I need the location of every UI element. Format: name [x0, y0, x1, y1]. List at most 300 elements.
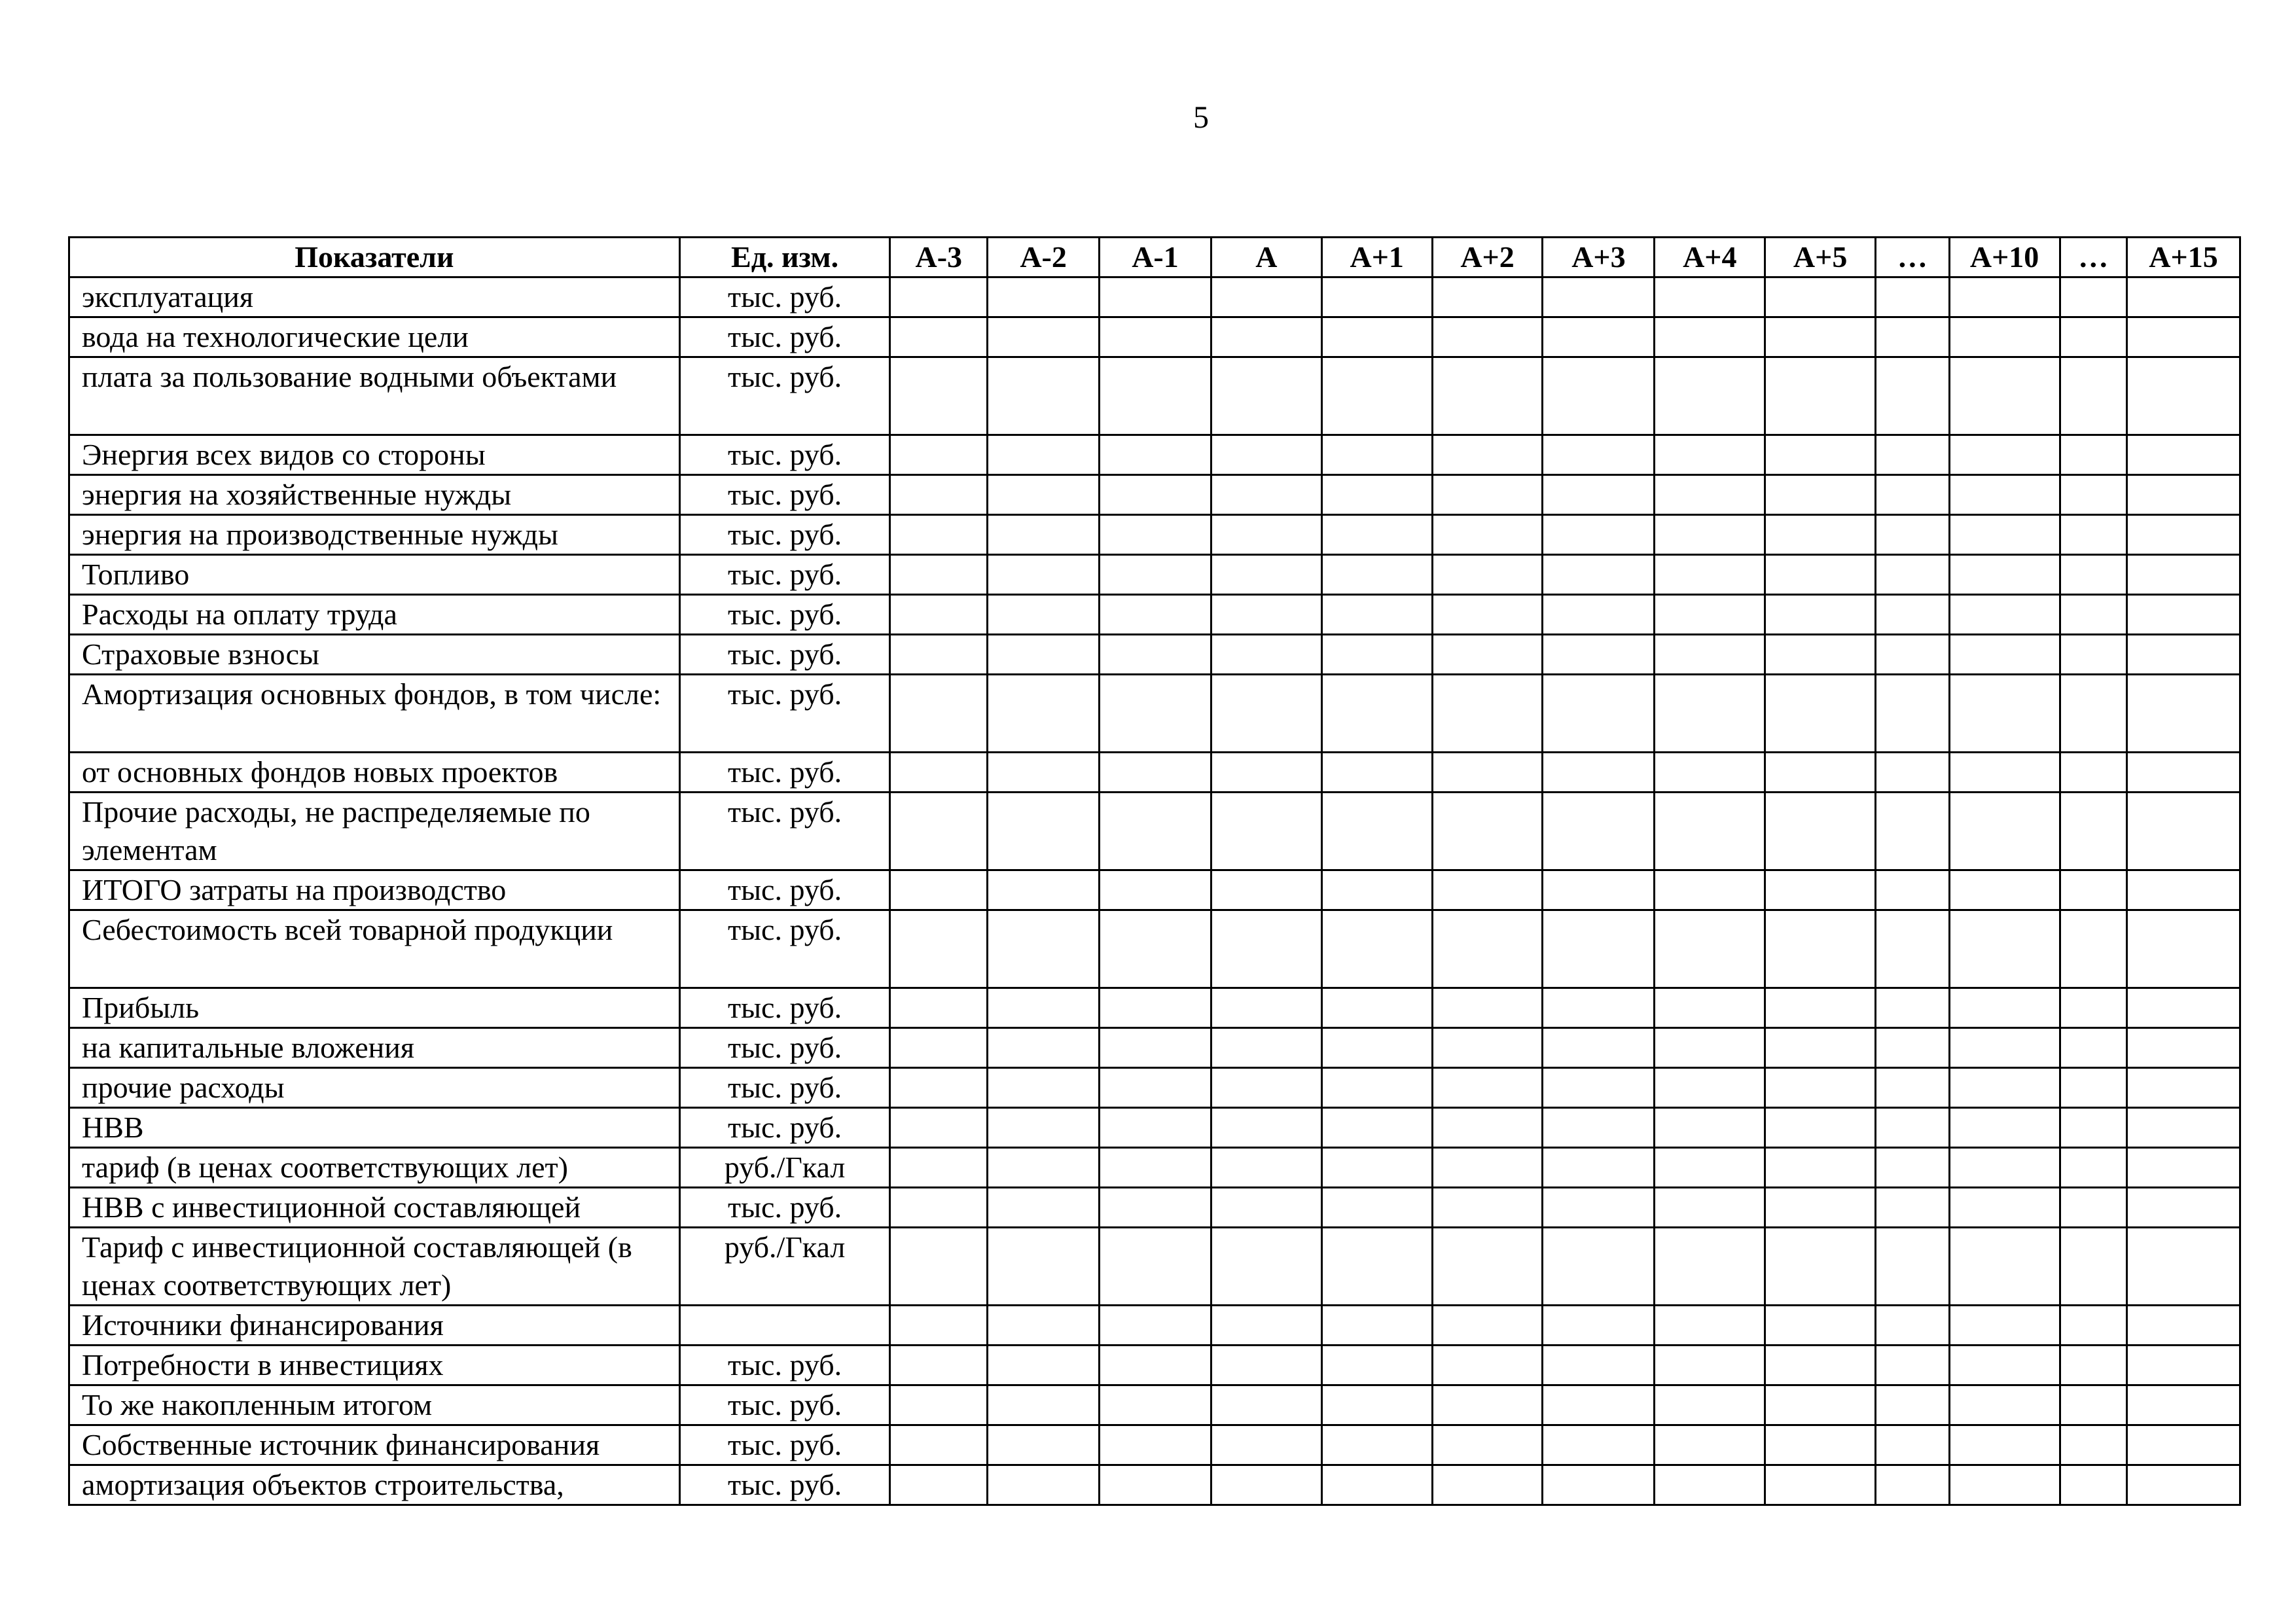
value-cell — [890, 435, 988, 475]
value-cell — [1321, 753, 1432, 793]
value-cell — [1432, 1385, 1543, 1425]
value-cell — [1876, 435, 1950, 475]
value-cell — [988, 793, 1100, 870]
value-cell — [1949, 1306, 2060, 1346]
table-row — [69, 1148, 2240, 1188]
indicator-cell: Источники финансирования — [69, 1306, 680, 1346]
indicator-cell: Амортизация основных фондов, в том числе: — [69, 675, 680, 753]
value-cell — [988, 357, 1100, 435]
value-cell — [1321, 988, 1432, 1028]
value-cell — [890, 1108, 988, 1148]
table-row — [69, 1425, 2240, 1465]
value-cell — [1432, 1346, 1543, 1385]
indicators-table — [68, 236, 2241, 1506]
value-cell — [1321, 1188, 1432, 1228]
value-cell — [1100, 1228, 1211, 1306]
value-cell — [1543, 1028, 1655, 1068]
value-cell — [2060, 277, 2127, 317]
value-cell — [1211, 1306, 1321, 1346]
value-cell — [890, 675, 988, 753]
value-cell — [1543, 317, 1655, 357]
table-row — [69, 1306, 2240, 1346]
value-cell — [1432, 1188, 1543, 1228]
value-cell — [1543, 1425, 1655, 1465]
value-cell — [1211, 793, 1321, 870]
value-cell — [1543, 1228, 1655, 1306]
value-cell — [1765, 475, 1876, 515]
value-cell — [1432, 317, 1543, 357]
value-cell — [1949, 870, 2060, 910]
value-cell — [890, 793, 988, 870]
value-cell — [2060, 1148, 2127, 1188]
value-cell — [1321, 793, 1432, 870]
value-cell — [1543, 1385, 1655, 1425]
value-cell — [1655, 1228, 1765, 1306]
table-row — [69, 515, 2240, 555]
value-cell — [2060, 1188, 2127, 1228]
value-cell — [1949, 595, 2060, 635]
value-cell — [2127, 988, 2240, 1028]
value-cell — [1765, 675, 1876, 753]
value-cell — [2060, 515, 2127, 555]
unit-cell: тыс. руб. — [679, 1465, 890, 1505]
value-cell — [2060, 1108, 2127, 1148]
value-cell — [2060, 1306, 2127, 1346]
value-cell — [1100, 910, 1211, 988]
value-cell — [1543, 793, 1655, 870]
value-cell — [1543, 515, 1655, 555]
table-row — [69, 1108, 2240, 1148]
table-row — [69, 475, 2240, 515]
value-cell — [1765, 988, 1876, 1028]
indicator-cell: на капитальные вложения — [69, 1028, 680, 1068]
value-cell — [890, 1306, 988, 1346]
value-cell — [2127, 910, 2240, 988]
value-cell — [1100, 317, 1211, 357]
value-cell — [1543, 1148, 1655, 1188]
unit-cell: тыс. руб. — [679, 595, 890, 635]
value-cell — [2127, 1148, 2240, 1188]
indicator-cell: Топливо — [69, 555, 680, 595]
value-cell — [1949, 317, 2060, 357]
value-cell — [1321, 475, 1432, 515]
value-cell — [1321, 1028, 1432, 1068]
value-cell — [2060, 635, 2127, 675]
value-cell — [988, 1306, 1100, 1346]
value-cell — [2060, 988, 2127, 1028]
value-cell — [1211, 595, 1321, 635]
value-cell — [1211, 988, 1321, 1028]
table-row — [69, 870, 2240, 910]
value-cell — [1543, 435, 1655, 475]
value-cell — [1321, 1148, 1432, 1188]
value-cell — [1432, 515, 1543, 555]
value-cell — [1876, 357, 1950, 435]
unit-cell: тыс. руб. — [679, 1028, 890, 1068]
value-cell — [2060, 870, 2127, 910]
value-cell — [988, 515, 1100, 555]
value-cell — [1949, 1188, 2060, 1228]
value-cell — [1876, 675, 1950, 753]
table-body — [69, 277, 2240, 1505]
unit-cell: тыс. руб. — [679, 988, 890, 1028]
value-cell — [2127, 1108, 2240, 1148]
value-cell — [1655, 1068, 1765, 1108]
value-cell — [1100, 753, 1211, 793]
value-cell — [1949, 555, 2060, 595]
value-cell — [1211, 357, 1321, 435]
value-cell — [1765, 435, 1876, 475]
value-cell — [988, 635, 1100, 675]
unit-cell: тыс. руб. — [679, 1108, 890, 1148]
unit-cell: тыс. руб. — [679, 555, 890, 595]
indicator-cell: То же накопленным итогом — [69, 1385, 680, 1425]
value-cell — [1321, 435, 1432, 475]
value-cell — [1655, 515, 1765, 555]
value-cell — [1949, 1068, 2060, 1108]
unit-cell: руб./Гкал — [679, 1228, 890, 1306]
value-cell — [1765, 1188, 1876, 1228]
value-cell — [1876, 1068, 1950, 1108]
value-cell — [2127, 435, 2240, 475]
value-cell — [1543, 1306, 1655, 1346]
value-cell — [890, 988, 988, 1028]
value-cell — [1765, 910, 1876, 988]
header-period: … — [1876, 238, 1950, 277]
indicator-cell: Потребности в инвестициях — [69, 1346, 680, 1385]
unit-cell: тыс. руб. — [679, 1188, 890, 1228]
value-cell — [1949, 357, 2060, 435]
table-row — [69, 1228, 2240, 1306]
value-cell — [2127, 1068, 2240, 1108]
value-cell — [1876, 515, 1950, 555]
value-cell — [1211, 1148, 1321, 1188]
value-cell — [1432, 475, 1543, 515]
value-cell — [2127, 635, 2240, 675]
value-cell — [1655, 435, 1765, 475]
indicator-cell: Себестоимость всей товарной продукции — [69, 910, 680, 988]
value-cell — [1655, 1346, 1765, 1385]
value-cell — [1765, 357, 1876, 435]
header-period: … — [2060, 238, 2127, 277]
value-cell — [1321, 357, 1432, 435]
value-cell — [2060, 555, 2127, 595]
indicator-cell: эксплуатация — [69, 277, 680, 317]
value-cell — [2127, 1385, 2240, 1425]
value-cell — [1765, 793, 1876, 870]
value-cell — [1432, 1068, 1543, 1108]
value-cell — [1876, 1385, 1950, 1425]
value-cell — [1655, 1148, 1765, 1188]
value-cell — [1765, 1306, 1876, 1346]
value-cell — [1543, 1346, 1655, 1385]
value-cell — [2060, 1346, 2127, 1385]
value-cell — [890, 595, 988, 635]
value-cell — [1949, 515, 2060, 555]
unit-cell — [679, 1306, 890, 1346]
value-cell — [1321, 675, 1432, 753]
value-cell — [2060, 435, 2127, 475]
value-cell — [988, 1385, 1100, 1425]
value-cell — [1949, 277, 2060, 317]
value-cell — [1321, 870, 1432, 910]
value-cell — [1876, 1228, 1950, 1306]
value-cell — [1949, 988, 2060, 1028]
value-cell — [1876, 595, 1950, 635]
value-cell — [1211, 435, 1321, 475]
value-cell — [1321, 1346, 1432, 1385]
value-cell — [1100, 988, 1211, 1028]
unit-cell: тыс. руб. — [679, 793, 890, 870]
value-cell — [1100, 555, 1211, 595]
value-cell — [1100, 1028, 1211, 1068]
indicator-cell: ИТОГО затраты на производство — [69, 870, 680, 910]
unit-cell: тыс. руб. — [679, 357, 890, 435]
table-row — [69, 793, 2240, 870]
value-cell — [1321, 1385, 1432, 1425]
value-cell — [1655, 1465, 1765, 1505]
value-cell — [2127, 1306, 2240, 1346]
value-cell — [988, 1028, 1100, 1068]
value-cell — [1655, 475, 1765, 515]
value-cell — [988, 675, 1100, 753]
value-cell — [890, 1148, 988, 1188]
value-cell — [1876, 1148, 1950, 1188]
table-row — [69, 675, 2240, 753]
header-period: А+10 — [1949, 238, 2060, 277]
value-cell — [1100, 793, 1211, 870]
table-row — [69, 1465, 2240, 1505]
value-cell — [1543, 555, 1655, 595]
value-cell — [1321, 1425, 1432, 1465]
indicator-cell: энергия на хозяйственные нужды — [69, 475, 680, 515]
value-cell — [2127, 675, 2240, 753]
value-cell — [1765, 870, 1876, 910]
value-cell — [890, 277, 988, 317]
unit-cell: тыс. руб. — [679, 435, 890, 475]
table-row — [69, 1068, 2240, 1108]
value-cell — [1543, 870, 1655, 910]
value-cell — [2060, 1425, 2127, 1465]
value-cell — [1876, 1188, 1950, 1228]
value-cell — [890, 1425, 988, 1465]
value-cell — [1321, 515, 1432, 555]
value-cell — [1100, 1425, 1211, 1465]
value-cell — [890, 475, 988, 515]
value-cell — [1543, 1108, 1655, 1148]
indicator-cell: плата за пользование водными объектами — [69, 357, 680, 435]
table-row — [69, 1028, 2240, 1068]
unit-cell: тыс. руб. — [679, 317, 890, 357]
value-cell — [1432, 435, 1543, 475]
value-cell — [1100, 1148, 1211, 1188]
value-cell — [2060, 1228, 2127, 1306]
value-cell — [1949, 475, 2060, 515]
unit-cell: тыс. руб. — [679, 515, 890, 555]
value-cell — [1100, 870, 1211, 910]
table-row — [69, 1188, 2240, 1228]
value-cell — [1100, 1188, 1211, 1228]
value-cell — [2127, 1465, 2240, 1505]
value-cell — [1432, 555, 1543, 595]
value-cell — [890, 1465, 988, 1505]
value-cell — [1211, 1425, 1321, 1465]
value-cell — [1211, 675, 1321, 753]
value-cell — [2127, 555, 2240, 595]
value-cell — [988, 988, 1100, 1028]
value-cell — [1876, 635, 1950, 675]
value-cell — [2060, 1068, 2127, 1108]
value-cell — [1655, 793, 1765, 870]
value-cell — [1765, 635, 1876, 675]
value-cell — [1655, 555, 1765, 595]
value-cell — [2127, 1228, 2240, 1306]
value-cell — [1655, 635, 1765, 675]
value-cell — [1765, 1425, 1876, 1465]
value-cell — [1765, 1028, 1876, 1068]
value-cell — [1876, 753, 1950, 793]
value-cell — [1100, 1465, 1211, 1505]
value-cell — [2060, 1028, 2127, 1068]
value-cell — [2127, 475, 2240, 515]
indicator-cell: Страховые взносы — [69, 635, 680, 675]
value-cell — [1100, 1385, 1211, 1425]
value-cell — [1321, 277, 1432, 317]
value-cell — [1211, 1465, 1321, 1505]
value-cell — [1765, 1228, 1876, 1306]
value-cell — [1211, 753, 1321, 793]
value-cell — [1765, 595, 1876, 635]
value-cell — [1655, 753, 1765, 793]
value-cell — [1432, 1465, 1543, 1505]
value-cell — [1432, 910, 1543, 988]
value-cell — [988, 1188, 1100, 1228]
value-cell — [1432, 1108, 1543, 1148]
value-cell — [1321, 1108, 1432, 1148]
value-cell — [988, 1148, 1100, 1188]
value-cell — [2060, 475, 2127, 515]
value-cell — [1211, 870, 1321, 910]
value-cell — [1211, 910, 1321, 988]
header-indicator: Показатели — [69, 238, 680, 277]
value-cell — [2127, 793, 2240, 870]
unit-cell: тыс. руб. — [679, 910, 890, 988]
value-cell — [2127, 753, 2240, 793]
value-cell — [1543, 910, 1655, 988]
value-cell — [1655, 1385, 1765, 1425]
value-cell — [1949, 1108, 2060, 1148]
value-cell — [1432, 753, 1543, 793]
value-cell — [988, 277, 1100, 317]
value-cell — [1211, 1028, 1321, 1068]
value-cell — [988, 910, 1100, 988]
value-cell — [1949, 910, 2060, 988]
value-cell — [1100, 1108, 1211, 1148]
value-cell — [1100, 1346, 1211, 1385]
value-cell — [1655, 1306, 1765, 1346]
value-cell — [1655, 357, 1765, 435]
value-cell — [890, 1385, 988, 1425]
value-cell — [988, 1346, 1100, 1385]
table-row — [69, 317, 2240, 357]
value-cell — [1949, 1346, 2060, 1385]
value-cell — [1432, 1306, 1543, 1346]
value-cell — [1876, 277, 1950, 317]
table-row — [69, 1385, 2240, 1425]
value-cell — [1321, 1068, 1432, 1108]
table-row — [69, 277, 2240, 317]
value-cell — [1211, 1068, 1321, 1108]
value-cell — [1949, 1385, 2060, 1425]
value-cell — [1543, 635, 1655, 675]
value-cell — [1949, 675, 2060, 753]
indicator-cell: Собственные источник финансирования — [69, 1425, 680, 1465]
value-cell — [1321, 635, 1432, 675]
value-cell — [2127, 515, 2240, 555]
header-period: А — [1211, 238, 1321, 277]
value-cell — [988, 870, 1100, 910]
value-cell — [1432, 1425, 1543, 1465]
value-cell — [1765, 1465, 1876, 1505]
table-row — [69, 988, 2240, 1028]
value-cell — [1876, 1108, 1950, 1148]
value-cell — [1432, 1028, 1543, 1068]
value-cell — [2127, 1028, 2240, 1068]
value-cell — [890, 1068, 988, 1108]
value-cell — [1432, 675, 1543, 753]
header-period: А+15 — [2127, 238, 2240, 277]
value-cell — [1211, 1228, 1321, 1306]
value-cell — [890, 1188, 988, 1228]
unit-cell: тыс. руб. — [679, 1425, 890, 1465]
value-cell — [1543, 277, 1655, 317]
value-cell — [1655, 317, 1765, 357]
value-cell — [988, 317, 1100, 357]
value-cell — [1100, 1068, 1211, 1108]
indicator-cell: прочие расходы — [69, 1068, 680, 1108]
value-cell — [1655, 910, 1765, 988]
value-cell — [1100, 595, 1211, 635]
value-cell — [2127, 317, 2240, 357]
value-cell — [1876, 1346, 1950, 1385]
value-cell — [1211, 317, 1321, 357]
table-row — [69, 435, 2240, 475]
value-cell — [1543, 753, 1655, 793]
value-cell — [1432, 988, 1543, 1028]
indicator-cell: Прочие расходы, не распределяемые по элементам — [69, 793, 680, 870]
value-cell — [1876, 317, 1950, 357]
value-cell — [1876, 870, 1950, 910]
value-cell — [1949, 1425, 2060, 1465]
unit-cell: тыс. руб. — [679, 870, 890, 910]
value-cell — [2060, 317, 2127, 357]
value-cell — [890, 515, 988, 555]
value-cell — [1543, 475, 1655, 515]
value-cell — [890, 870, 988, 910]
value-cell — [1100, 635, 1211, 675]
value-cell — [2060, 1385, 2127, 1425]
value-cell — [1211, 1188, 1321, 1228]
header-period: А-3 — [890, 238, 988, 277]
value-cell — [1949, 1465, 2060, 1505]
header-period: А+5 — [1765, 238, 1876, 277]
value-cell — [890, 635, 988, 675]
value-cell — [2127, 1425, 2240, 1465]
header-period: А-2 — [988, 238, 1100, 277]
page-number: 5 — [1193, 100, 1209, 135]
value-cell — [2060, 793, 2127, 870]
table-row — [69, 635, 2240, 675]
